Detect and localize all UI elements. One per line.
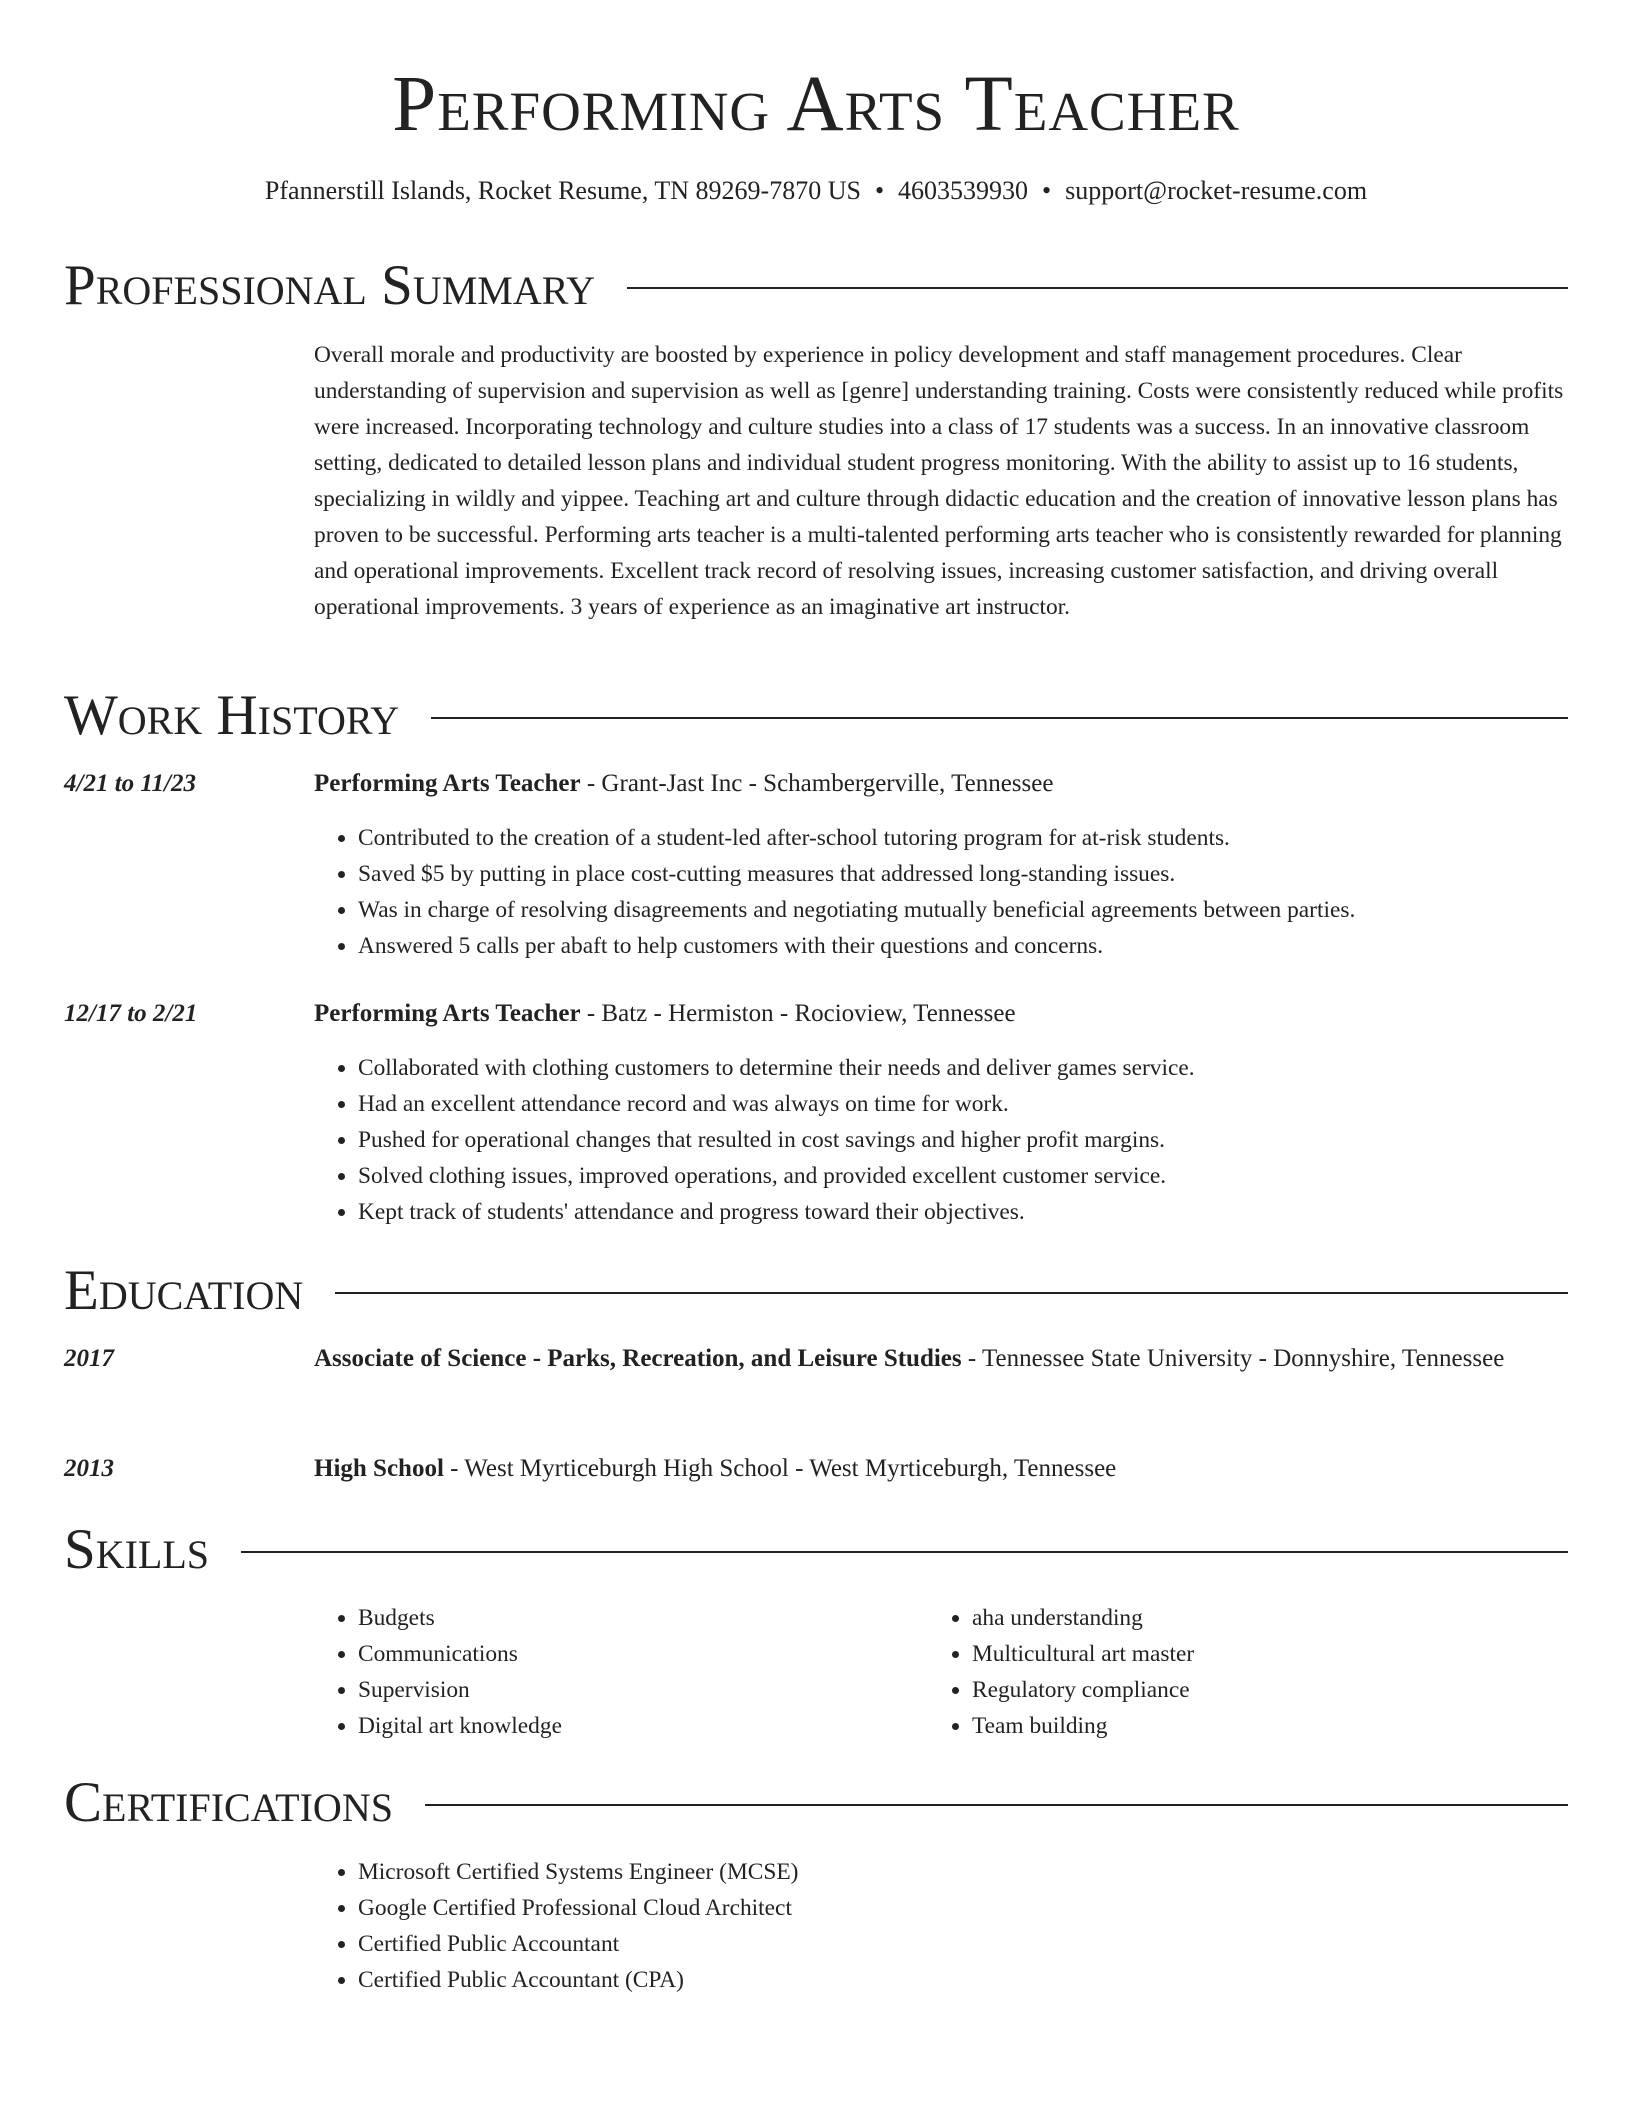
section-divider <box>627 287 1568 289</box>
education-details: - West Myrticeburgh High School - West Myrticeburgh, Tennessee <box>443 1455 1117 1482</box>
summary-heading: Professional Summary <box>64 254 596 317</box>
job-bullet: • Answered 5 calls per abaft to help customers with their questions and concerns. <box>358 928 1355 964</box>
section-divider <box>431 717 1568 719</box>
summary-section-heading <box>64 251 1568 321</box>
certifications-section-heading <box>64 1768 1568 1838</box>
skill-item: • aha understanding <box>972 1600 1194 1636</box>
job-bullet: • Kept track of students' attendance and progress toward their objectives. <box>358 1194 1195 1230</box>
contact-separator: • <box>874 176 885 205</box>
certification-item: • Certified Public Accountant <box>358 1926 798 1962</box>
section-divider <box>241 1551 1568 1553</box>
skill-item: • Regulatory compliance <box>972 1672 1194 1708</box>
skill-item: • Communications <box>358 1636 562 1672</box>
candidate-name: Performing Arts Teacher <box>392 61 1240 148</box>
contact-email: support@rocket-resume.com <box>1065 176 1368 205</box>
job-title: Performing Arts Teacher <box>314 1000 581 1027</box>
skills-section-heading <box>64 1515 1568 1585</box>
education-year: 2013 <box>64 1455 114 1482</box>
summary-text: Overall morale and productivity are boosted by experience in policy development and staff management procedures. Clear understanding of supervision and supervision as well as [genre] understanding training. Costs were consistently reduced while profits were increased. Incorporating technology and culture studies into a class of 17 students was a success. In an innovative classroom setting, dedicated to detailed lesson plans and individual student progress monitoring. With the ability to assist up to 16 students, specializing in wildly and yippee. Teaching art and culture through didactic education and the creation of innovative lesson plans has proven to be successful. Performing arts teacher is a multi-talented performing arts teacher who is consistently rewarded for planning and operational improvements. Excellent track record of resolving issues, increasing customer satisfaction, and driving overall operational improvements. 3 years of experience as an imaginative art instructor. <box>314 342 1564 620</box>
job-bullet: • Saved $5 by putting in place cost-cutting measures that addressed long-standing issues. <box>358 856 1355 892</box>
certification-item: • Microsoft Certified Systems Engineer (MCSE) <box>358 1854 798 1890</box>
work-section-heading <box>64 681 1568 751</box>
contact-line <box>0 173 1632 209</box>
section-divider <box>425 1804 1568 1806</box>
job-details: - Batz - Hermiston - Rocioview, Tennessee <box>580 1000 1016 1027</box>
job-bullet: • Solved clothing issues, improved operations, and provided excellent customer service. <box>358 1158 1195 1194</box>
skill-item: • Team building <box>972 1708 1194 1744</box>
skill-item: • Digital art knowledge <box>358 1708 562 1744</box>
job-dates: 12/17 to 2/21 <box>64 1000 198 1027</box>
job-bullet: • Contributed to the creation of a student-led after-school tutoring program for at-risk students. <box>358 820 1355 856</box>
job-bullet: • Was in charge of resolving disagreements and negotiating mutually beneficial agreements between parties. <box>358 892 1355 928</box>
education-year: 2017 <box>64 1345 114 1372</box>
education-section-heading <box>64 1256 1568 1326</box>
skill-item: • Supervision <box>358 1672 562 1708</box>
education-heading: Education <box>64 1259 304 1322</box>
job-details: - Grant-Jast Inc - Schambergerville, Tennessee <box>580 770 1054 797</box>
skills-list-left <box>314 1600 562 1744</box>
certifications-list <box>314 1854 798 1998</box>
education-details: - Tennessee State University - Donnyshire, Tennessee <box>961 1345 1505 1372</box>
contact-phone: 4603539930 <box>898 176 1029 205</box>
job-title-line <box>314 764 1568 804</box>
certifications-heading: Certifications <box>64 1771 393 1834</box>
job-bullet: • Had an excellent attendance record and was always on time for work. <box>358 1086 1195 1122</box>
skills-list-right <box>928 1600 1194 1744</box>
skills-heading: Skills <box>64 1518 210 1581</box>
job-bullets <box>314 820 1355 964</box>
contact-separator: • <box>1042 176 1052 205</box>
job-bullet: • Collaborated with clothing customers to determine their needs and deliver games service. <box>358 1050 1195 1086</box>
education-line <box>314 1449 1568 1489</box>
section-divider <box>335 1292 1568 1294</box>
job-title: Performing Arts Teacher <box>314 770 581 797</box>
certification-item: • Google Certified Professional Cloud Architect <box>358 1890 798 1926</box>
work-heading: Work History <box>64 684 400 747</box>
skill-item: • Multicultural art master <box>972 1636 1194 1672</box>
education-degree: Associate of Science - Parks, Recreation, and Leisure Studies <box>314 1345 962 1372</box>
education-line <box>314 1339 1568 1379</box>
job-title-line <box>314 994 1568 1034</box>
contact-address: Pfannerstill Islands, Rocket Resume, TN 89269-7870 US <box>264 176 861 205</box>
certification-item: • Certified Public Accountant (CPA) <box>358 1962 798 1998</box>
skill-item: • Budgets <box>358 1600 562 1636</box>
education-degree: High School <box>314 1455 444 1482</box>
job-bullet: • Pushed for operational changes that resulted in cost savings and higher profit margins. <box>358 1122 1195 1158</box>
job-dates: 4/21 to 11/23 <box>64 770 196 797</box>
job-bullets <box>314 1050 1195 1230</box>
